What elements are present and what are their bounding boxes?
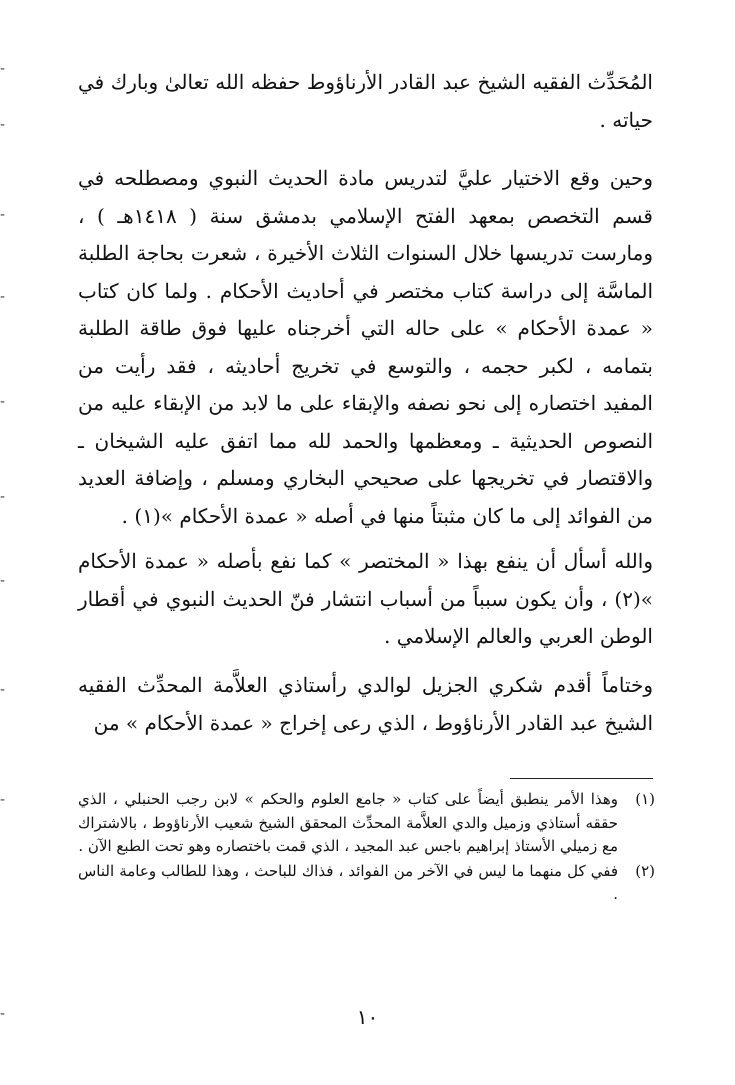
scan-edge-mark: - [0, 61, 6, 77]
paragraph-prayer: والله أسأل أن ينفع بهذا « المختصر » كما نفع بأصله « عمدة الأحكام »(٢) ، وأن يكون سبباً من أسباب انتشار فنّ الحديث النبوي في أقطار الوطن العربي والعالم الإسلامي . [78, 549, 653, 648]
paragraph-acknowledgement: وختاماً أقدم شكري الجزيل لوالدي رأستاذي العلاَّمة المحدِّث الفقيه الشيخ عبد القادر الأرناؤوط ، الذي رعى إخراج « عمدة الأحكام » من [78, 673, 653, 735]
paragraph-continuation: المُحَدِّث الفقيه الشيخ عبد القادر الأرناؤوط حفظه الله تعالىٰ وبارك في حياته . [78, 70, 653, 132]
paragraph-course-selection: وحين وقع الاختيار عليَّ لتدريس مادة الحديث النبوي ومصطلحه في قسم التخصص بمعهد الفتح الإسلامي بدمشق سنة ( ١٤١٨هـ ) ، ومارست تدريسها خلال السنوات الثلاث الأخيرة ، شعرت بحاجة الطلبة الماسَّة إلى دراسة كتاب مختصر في أحاديث الأحكام . ولما كان كتاب « عمدة الأحكام » على حاله التي أخرجناه عليها فوق طاقة الطلبة بتمامه ، لكبر حجمه ، والتوسع في تخريج أحاديثه ، فقد رأيت من المفيد اختصاره إلى نحو نصفه والإبقاء على ما لابد من الإبقاء عليه من النصوص الحديثية ـ ومعظمها والحمد لله مما اتفق عليه الشيخان ـ والاقتصار في تخريجها على صحيحي البخاري ومسلم ، وإضافة العديد من الفوائد إلى ما كان مثبتاً منها في أصله « عمدة الأحكام »(١) . [78, 166, 654, 528]
scan-edge-mark: - [0, 682, 6, 698]
scan-edge-mark: - [0, 117, 6, 133]
scan-edge-mark: - [0, 792, 6, 808]
footnote-separator [510, 778, 653, 779]
scan-edge-mark: - [0, 489, 6, 505]
scan-edge-mark: - [0, 289, 6, 305]
footnote-text: ففي كل منهما ما ليس في الآخر من الفوائد ، فذاك للباحث ، وهذا للطالب وعامة الناس . [78, 861, 618, 903]
footnotes [78, 788, 655, 907]
scan-edge-mark: - [0, 1006, 6, 1022]
scan-edge-mark: - [0, 394, 6, 410]
footnote-2 [78, 860, 655, 907]
footnote-1 [78, 788, 655, 859]
page-number: ١٠ [356, 1005, 379, 1029]
footnote-number: (٢) [635, 861, 655, 880]
footnote-number: (١) [635, 790, 655, 808]
footnote-text: وهذا الأمر ينطبق أيضاً على كتاب « جامع العلوم والحكم » لابن رجب الحنبلي ، الذي حققه أستاذي وزميل والدي العلاَّمة المحدِّث المحقق الشيخ شعيب الأرناؤوط ، بالاشتراك مع زميلي الأستاذ إبراهيم باجس عبد المجيد ، الذي قمت باختصاره وهو تحت الطبع الآن . [78, 790, 618, 855]
scan-edge-mark: - [0, 573, 6, 589]
scan-edge-mark: - [0, 207, 6, 223]
